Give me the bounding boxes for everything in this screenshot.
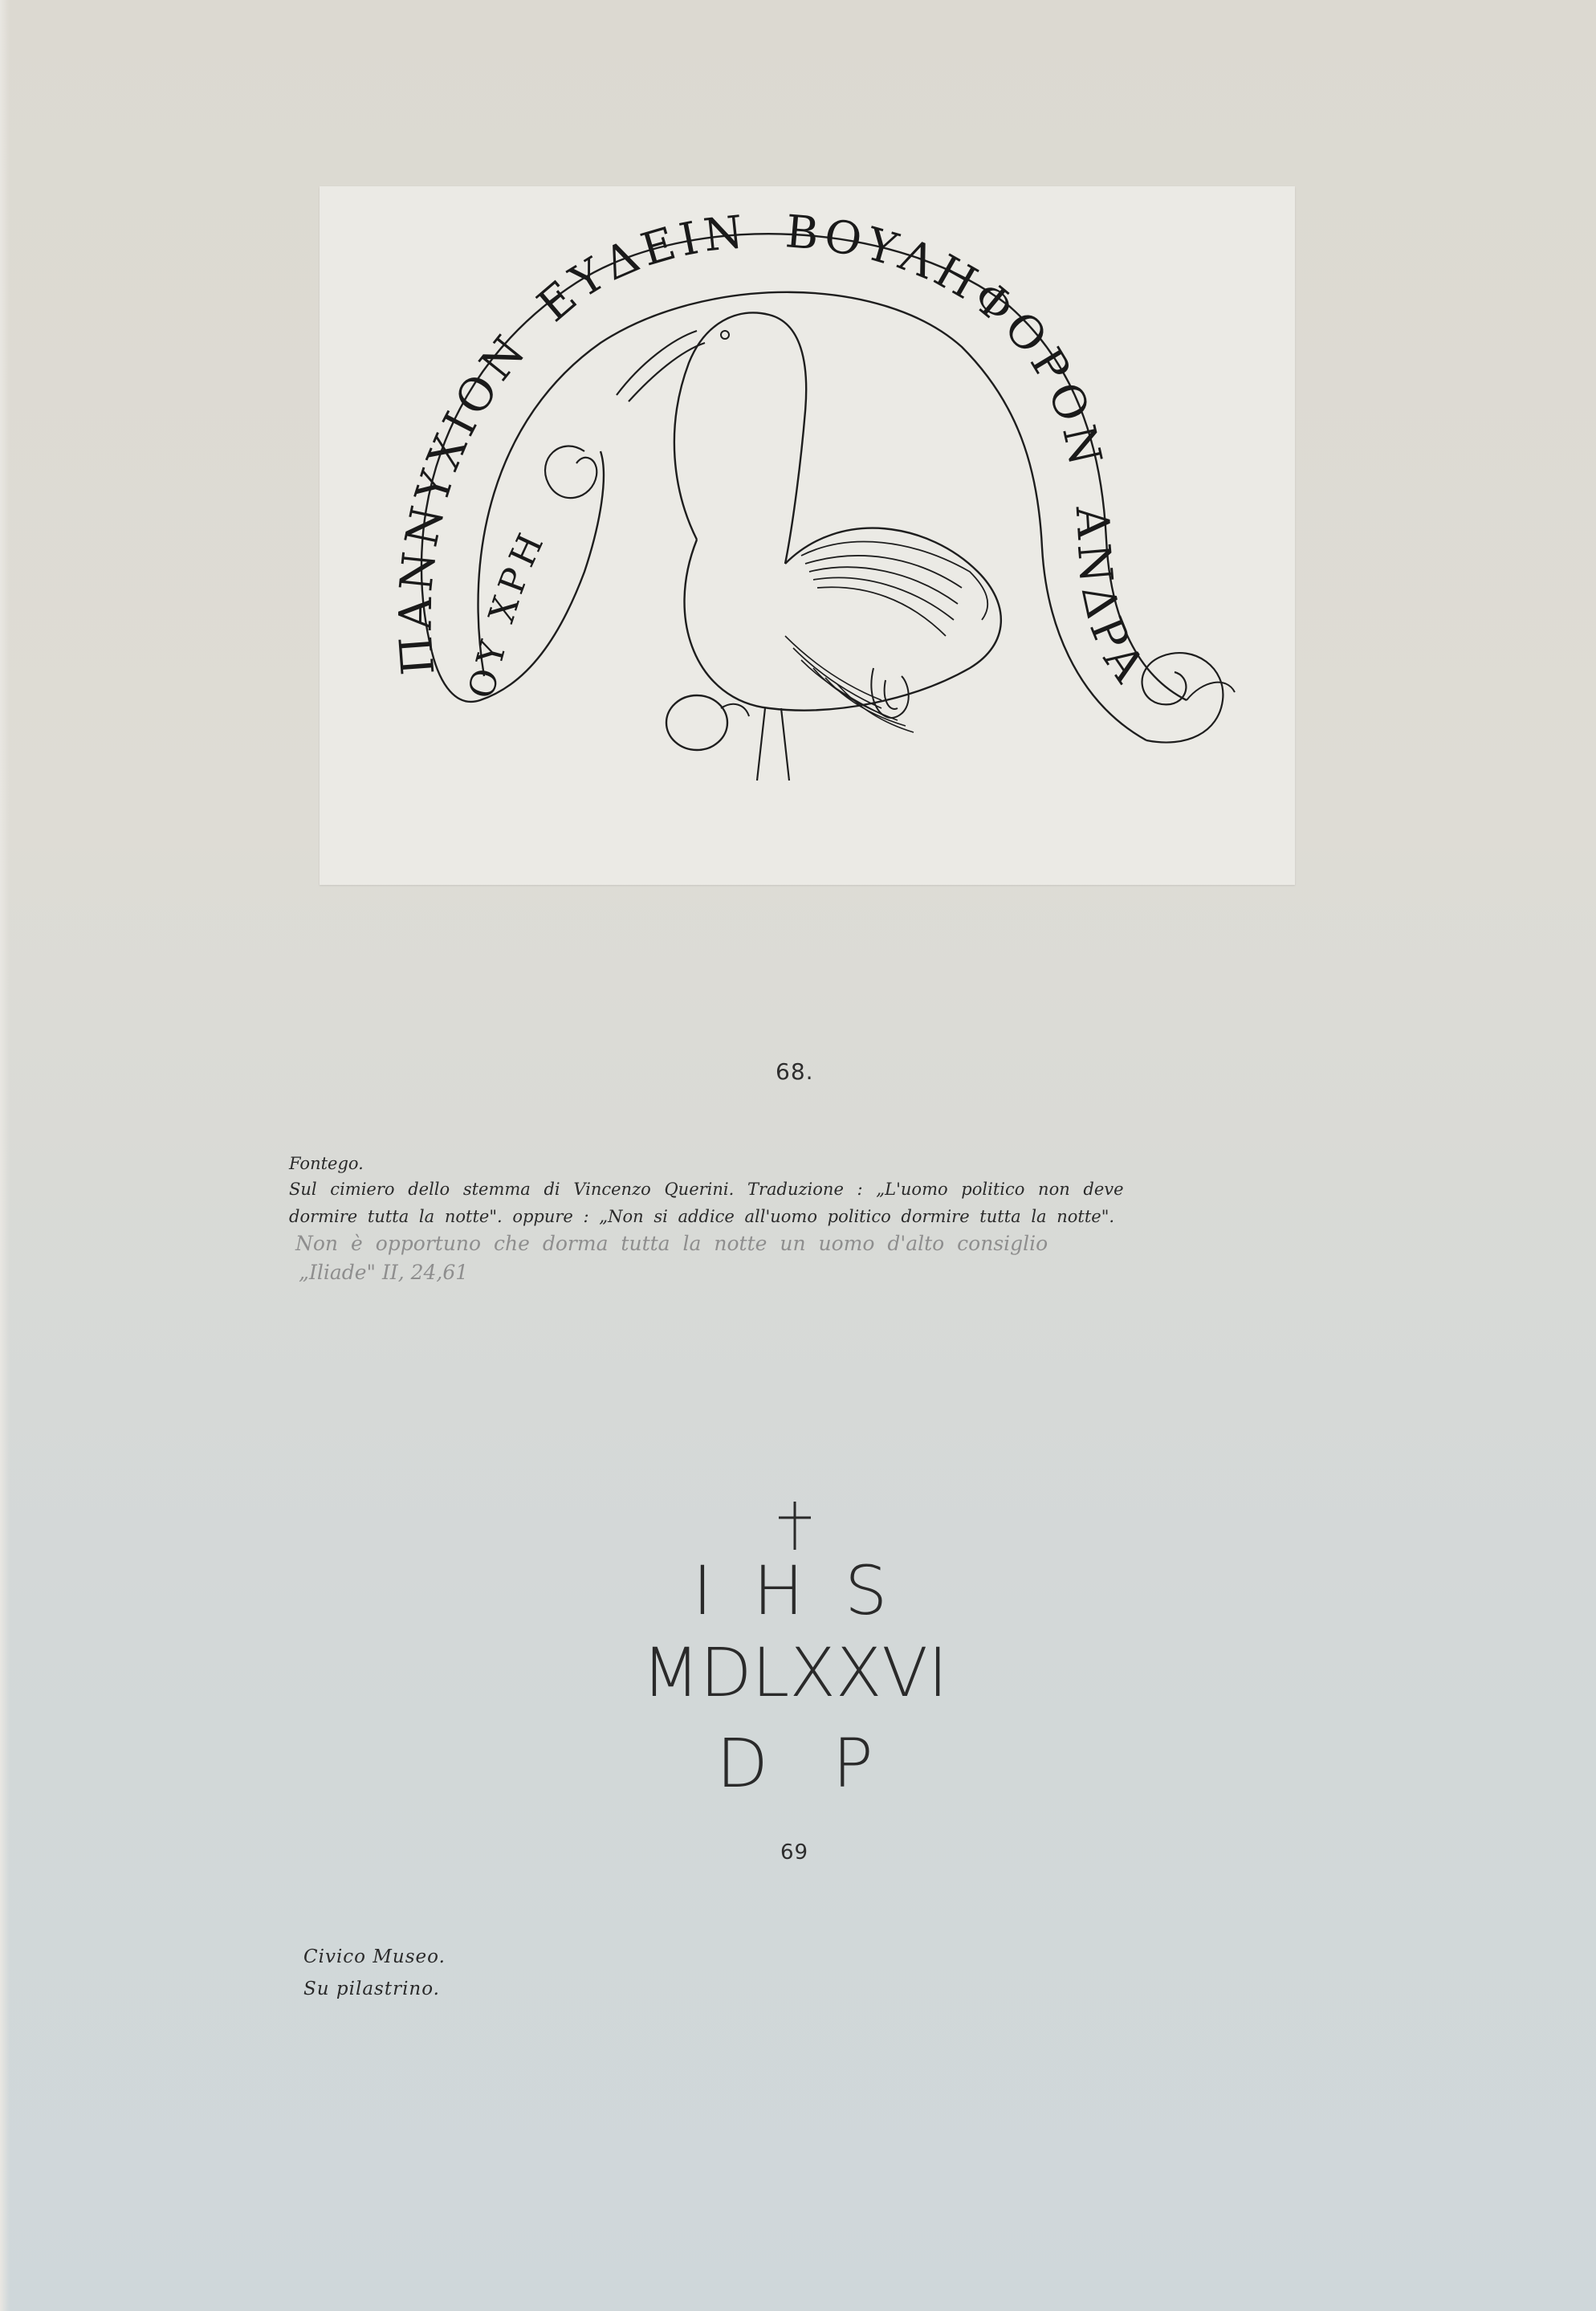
page-edge xyxy=(0,0,10,2311)
stork-neck xyxy=(674,313,806,565)
stork-emblem-drawing xyxy=(320,186,1295,885)
plate-number-68: 68. xyxy=(776,1058,814,1085)
inscription-line-3: D P xyxy=(716,1724,873,1803)
note-caption-line-1: Sul cimiero dello stemma di Vincenzo Querini. Traduzione : „L'uomo politico non deve xyxy=(289,1180,1124,1199)
inscription-line-1: I H S xyxy=(692,1551,898,1630)
greek-inscription-inner: ΟΥ ΧΡΗ xyxy=(461,523,554,703)
note-caption-line-2: dormire tutta la notte". oppure : „Non si addice all'uomo politico dormire tutta la notte". xyxy=(289,1207,1115,1226)
stork-leg xyxy=(757,708,789,781)
stork-beak xyxy=(617,331,705,401)
plate-number-69: 69 xyxy=(780,1840,809,1865)
ihs-inscription xyxy=(626,1494,979,1815)
scroll-right-lip xyxy=(1187,683,1235,700)
greek-inscription-arc: ΠΑΝΝΥΧΙΟΝ ΕΥΔΕΙΝ ΒΟΥΛΗΦΟΡΟΝ ΑΝΔΡΑ xyxy=(389,206,1158,695)
scroll-left-curl xyxy=(545,446,596,499)
note-support-69: Su pilastrino. xyxy=(303,1979,440,1999)
note-location-69: Civico Museo. xyxy=(303,1946,446,1967)
stork-foot xyxy=(871,668,908,718)
note-location-68: Fontego. xyxy=(289,1154,364,1173)
stone-held xyxy=(666,695,727,750)
note-pencil-reference: „Iliade" II, 24,61 xyxy=(299,1261,469,1284)
inscription-line-2: MDLXXVI xyxy=(641,1633,948,1712)
drawing-panel-68 xyxy=(320,186,1295,885)
stork-eye xyxy=(721,331,729,339)
note-pencil-translation: Non è opportuno che dorma tutta la notte un uomo d'alto consiglio xyxy=(295,1232,1048,1255)
